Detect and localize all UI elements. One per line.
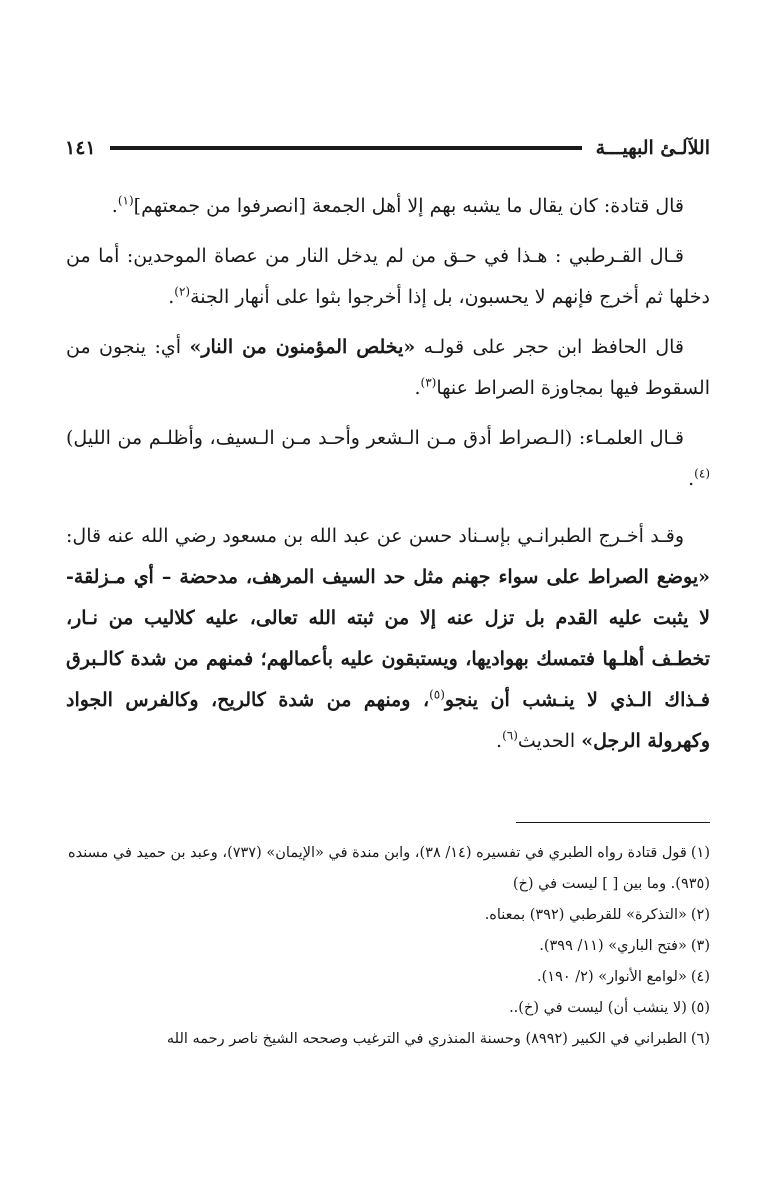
paragraph-qatada xyxy=(66,186,710,227)
footnote-6 xyxy=(66,1024,710,1055)
footnote-number: (٤) xyxy=(690,969,710,985)
paragraph-text: قال قتادة: كان يقال ما يشبه بهم إلا أهل الجمعة [انصرفوا من جمعتهم] xyxy=(133,195,684,217)
footnote-ref-2: (٢) xyxy=(174,284,191,299)
footnote-4 xyxy=(66,962,710,993)
footnote-text: «التذكرة» للقرطبي (٣٩٢) بمعناه. xyxy=(484,907,687,923)
footnote-1 xyxy=(66,838,710,900)
paragraph-text: قـال القـرطبي : هـذا في حـق من لم يدخل النار من عصاة الموحدين: أما من دخلها ثم أخرج فإنهم لا يحسبون، بل إذا أخرجوا بثوا على أنهار الجنة xyxy=(66,245,710,308)
footnote-2 xyxy=(66,900,710,931)
hadith-text-part-2: ، ومنهم من شدة كالريح، وكالفرس الجواد وكهرولة الرجل» xyxy=(66,689,710,752)
paragraph-end: . xyxy=(168,286,175,308)
hadith-quote: «يخلص المؤمنون من النار» xyxy=(189,336,416,358)
paragraph-text: قـال العلمـاء: (الـصراط أدق مـن الـشعر وأحـد مـن الـسيف، وأظلـم من الليل) xyxy=(66,427,684,449)
paragraph-intro: وقـد أخـرج الطبرانـي بإسـناد حسن عن عبد الله بن مسعود رضي الله عنه قال: xyxy=(66,525,684,547)
paragraph-end: . xyxy=(688,468,695,490)
footnote-number: (٢) xyxy=(690,907,710,923)
paragraph-text-cont: أي: ينجون من السقوط فيها بمجاوزة الصراط عنها xyxy=(66,336,710,399)
footnote-number: (٦) xyxy=(690,1031,710,1047)
footnote-ref-1: (١) xyxy=(117,193,134,208)
running-header xyxy=(65,130,710,166)
footnote-number: (٣) xyxy=(690,938,710,954)
paragraph-text: قال الحافظ ابن حجر على قولـه xyxy=(415,336,684,358)
main-text xyxy=(66,186,710,771)
footnote-3 xyxy=(66,931,710,962)
footnotes xyxy=(66,838,710,1055)
footnote-separator xyxy=(516,822,710,823)
paragraph-end: . xyxy=(111,195,118,217)
footnote-ref-3: (٣) xyxy=(420,375,437,390)
header-rule xyxy=(110,146,582,150)
footnote-number: (١) xyxy=(690,845,710,861)
footnote-ref-4: (٤) xyxy=(694,466,710,481)
footnote-text: «لوامع الأنوار» (٢/ ١٩٠). xyxy=(537,969,687,985)
footnote-ref-6: (٦) xyxy=(502,728,518,743)
footnote-text: قول قتادة رواه الطبري في تفسيره (١٤/ ٣٨)، وابن مندة في «الإيمان» (٧٣٧)، وعبد بن حميد في مسنده (٩٣٥). وما بين [ ] ليست في (خ) xyxy=(68,845,710,892)
footnote-text: (لا ينشب أن) ليست في (خ).. xyxy=(509,1000,687,1016)
running-title: اللآلـئ البهيـــة xyxy=(595,137,710,159)
footnote-number: (٥) xyxy=(690,1000,710,1016)
paragraph-text-cont: الحديث xyxy=(517,730,582,752)
paragraph-qurtubi xyxy=(66,236,710,318)
paragraph-end: . xyxy=(496,730,503,752)
paragraph-tabarani xyxy=(66,516,710,762)
paragraph-end: . xyxy=(414,377,421,399)
page-number: ١٤١ xyxy=(65,137,96,159)
paragraph-ibn-hajar xyxy=(66,327,710,409)
paragraph-ulama xyxy=(66,418,710,500)
hadith-text-part-1: «يوضع الصراط على سواء جهنم مثل حد السيف المرهف، مدحضة – أي مـزلقة- لا يثبت عليه القدم بل تزل عنه إلا من ثبته الله تعالى، عليه كلاليب من نـار، تخطـف أهلـها فتمسك بهواديها، ويستبقون عليه بأعمالهم؛ فمنهم من شدة كالـبرق فـذاك الـذي لا ينـشب أن ينجو xyxy=(66,566,710,711)
footnote-ref-5: (٥) xyxy=(429,687,445,702)
footnote-text: الطبراني في الكبير (٨٩٩٢) وحسنة المنذري في الترغيب وصححه الشيخ ناصر رحمه الله xyxy=(166,1031,687,1047)
footnote-5 xyxy=(66,993,710,1024)
footnote-text: «فتح الباري» (١١/ ٣٩٩). xyxy=(539,938,687,954)
